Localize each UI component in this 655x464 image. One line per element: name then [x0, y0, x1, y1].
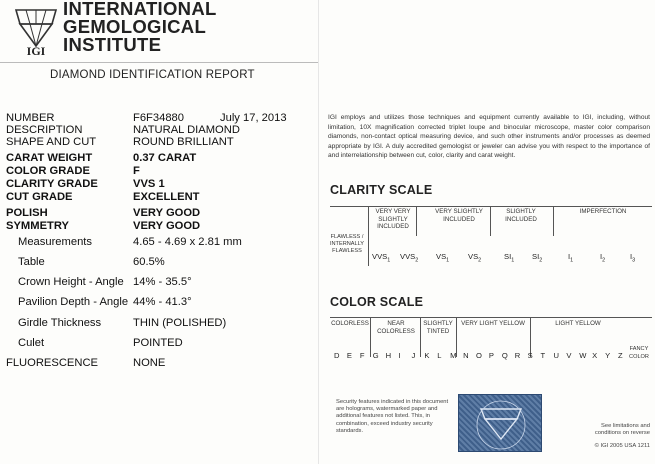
label-culet: Culet — [18, 337, 45, 349]
color-letter: U — [553, 351, 559, 360]
clarity-scale-title: CLARITY SCALE — [330, 183, 433, 197]
report-back-panel — [318, 0, 655, 464]
report-title: DIAMOND IDENTIFICATION REPORT — [50, 69, 255, 81]
brand-line-3: INSTITUTE — [63, 34, 162, 55]
color-letter: K — [424, 351, 430, 360]
label-description: DESCRIPTION — [6, 124, 83, 136]
label-cut: CUT GRADE — [6, 191, 73, 203]
hologram-diamond-icon — [459, 395, 543, 453]
color-letter: T — [540, 351, 546, 360]
color-letter: S — [527, 351, 533, 360]
color-letter: J — [411, 351, 416, 360]
fancy-color-label: FANCY COLOR — [629, 346, 649, 360]
label-carat: CARAT WEIGHT — [6, 152, 93, 164]
disclaimer-text: IGI employs and utilizes those techniques and equipment currently available to IGI, including, without limitation, 10X magnification corrected triplet loupe and binocular microscope, master color comparison diamonds, non-contact optical measuring device, and such other instruments and/or processes as deemed appropriate by IGI. A duly accredited gemologist or jeweler can advise you with respect to the importance of and interrelationship between cut, color, clarity and carat weight. — [328, 114, 650, 159]
value-pavilion: 44% - 41.3° — [133, 296, 192, 308]
color-letter: X — [592, 351, 598, 360]
color-group-very-light-yellow: VERY LIGHT YELLOW — [461, 320, 525, 327]
value-description: NATURAL DIAMOND — [133, 124, 240, 136]
value-clarity: VVS 1 — [133, 178, 165, 190]
grade-vs1: $VS_1$ — [436, 252, 450, 264]
grade-i1: $I_1$ — [568, 252, 574, 264]
grade-vvs2: $VVS_2$ — [400, 252, 419, 264]
grade-vvs1: $VVS_1$ — [372, 252, 391, 264]
value-number: F6F34880 — [133, 112, 184, 124]
label-color: COLOR GRADE — [6, 165, 90, 177]
color-letter: O — [476, 351, 482, 360]
value-table: 60.5% — [133, 256, 165, 268]
value-shape: ROUND BRILLIANT — [133, 136, 234, 148]
clarity-group-i: IMPERFECTION — [579, 208, 627, 215]
clarity-group-vvs: VERY VERY SLIGHTLY INCLUDED — [375, 208, 411, 230]
color-letter: Y — [605, 351, 611, 360]
color-letter: Q — [501, 351, 508, 360]
value-girdle: THIN (POLISHED) — [133, 317, 227, 329]
label-symmetry: SYMMETRY — [6, 220, 69, 232]
label-crown: Crown Height - Angle — [18, 276, 124, 288]
color-letter: N — [463, 351, 469, 360]
clarity-group-vs: VERY SLIGHTLY INCLUDED — [435, 208, 483, 223]
color-letter: H — [385, 351, 392, 360]
value-date: July 17, 2013 — [220, 112, 287, 124]
label-shape: SHAPE AND CUT — [6, 136, 97, 148]
label-measurements: Measurements — [18, 236, 92, 248]
report-front-panel — [0, 0, 318, 464]
color-group-light-yellow: LIGHT YELLOW — [555, 320, 601, 327]
clarity-divider — [368, 206, 369, 266]
igi-diamond-logo — [12, 2, 60, 56]
label-pavilion: Pavilion Depth - Angle — [18, 296, 129, 308]
grade-vs2: $VS_2$ — [468, 252, 482, 264]
grade-i2: $I_2$ — [600, 252, 606, 264]
value-measurements: 4.65 - 4.69 x 2.81 mm — [133, 236, 242, 248]
copyright-footer: © IGI 2005 USA 1211 — [594, 443, 650, 449]
color-group-colorless: COLORLESS — [331, 320, 369, 327]
color-group-near-colorless: NEAR COLORLESS — [377, 320, 415, 335]
logo-text: IGI — [26, 44, 46, 56]
brand-line-2: GEMOLOGICAL — [63, 16, 207, 37]
label-table: Table — [18, 256, 45, 268]
clarity-divider — [490, 206, 491, 236]
color-letter: R — [514, 351, 521, 360]
value-symmetry: VERY GOOD — [133, 220, 201, 232]
color-letter: W — [579, 351, 587, 360]
color-scale-top-rule — [330, 317, 652, 318]
flawless-label: FLAWLESS / INTERNALLY FLAWLESS — [329, 234, 365, 254]
brand-name — [63, 0, 217, 54]
color-letter: G — [372, 351, 379, 360]
clarity-divider — [553, 206, 554, 236]
color-letter: L — [437, 351, 442, 360]
color-divider — [420, 317, 421, 357]
value-fluorescence: NONE — [133, 357, 166, 369]
label-polish: POLISH — [6, 207, 48, 219]
limitations-note: See limitations and conditions on reverse — [594, 423, 650, 437]
value-crown: 14% - 35.5° — [133, 276, 192, 288]
grade-i3: $I_3$ — [630, 252, 636, 264]
value-color: F — [133, 165, 140, 177]
value-polish: VERY GOOD — [133, 207, 201, 219]
label-number: NUMBER — [6, 112, 55, 124]
color-letter: P — [488, 351, 494, 360]
color-letter: V — [566, 351, 572, 360]
clarity-scale-top-rule — [330, 206, 652, 207]
clarity-divider — [416, 206, 417, 236]
grade-si2: $SI_2$ — [532, 252, 543, 264]
color-divider — [370, 317, 371, 357]
label-clarity: CLARITY GRADE — [6, 178, 98, 190]
grade-si1: $SI_1$ — [504, 252, 515, 264]
hologram-seal — [458, 394, 542, 452]
color-letter: F — [359, 351, 365, 360]
security-notice: Security features indicated in this document are holograms, watermarked paper and additional features not listed. This, in combination, exceed industry security standards. — [336, 399, 449, 434]
color-letter: M — [450, 351, 457, 360]
color-letter: D — [334, 351, 340, 360]
value-carat: 0.37 CARAT — [133, 152, 197, 164]
color-letter: E — [346, 351, 352, 360]
color-letter: I — [398, 351, 401, 360]
brand-line-1: INTERNATIONAL — [63, 0, 217, 19]
divider — [0, 62, 318, 63]
label-girdle: Girdle Thickness — [18, 317, 102, 329]
color-scale-title: COLOR SCALE — [330, 295, 424, 309]
color-group-slightly-tinted: SLIGHTLY TINTED — [423, 320, 453, 335]
label-fluorescence: FLUORESCENCE — [6, 357, 99, 369]
color-letter: Z — [618, 351, 623, 360]
value-culet: POINTED — [133, 337, 183, 349]
value-cut: EXCELLENT — [133, 191, 200, 203]
clarity-group-si: SLIGHTLY INCLUDED — [505, 208, 537, 223]
